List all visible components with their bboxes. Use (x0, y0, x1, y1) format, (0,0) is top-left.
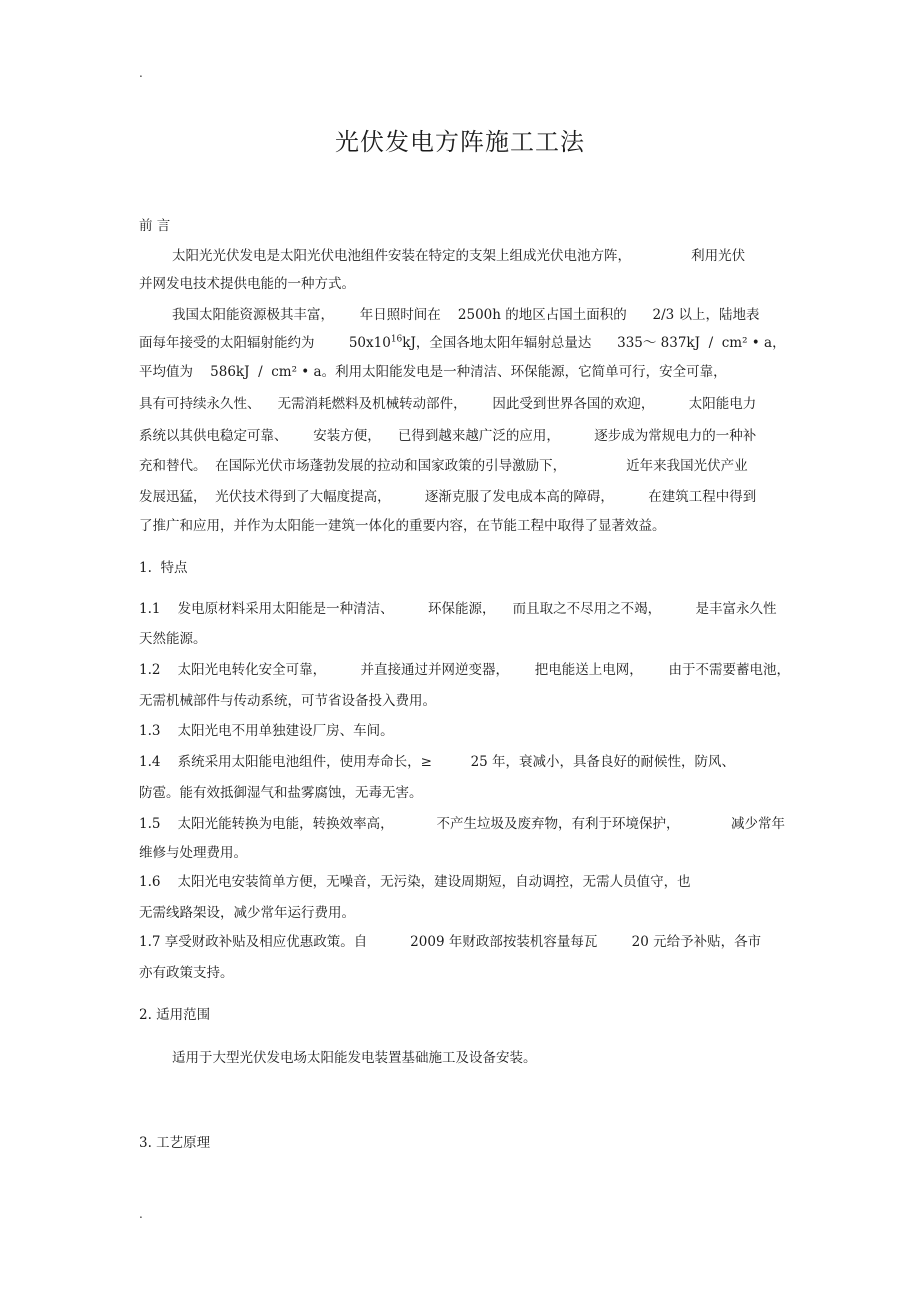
intro-paragraph-2-line-1: 我国太阳能资源极其丰富， 年日照时间在 2500h 的地区占国土面积的 2/3 以上，陆地表 (172, 307, 760, 323)
item-1-4-line-1: 1.4 系统采用太阳能电池组件，使用寿命长，≥ 25 年，衰减小，具备良好的耐候性，防风、 (139, 754, 736, 770)
section-3-heading: 3. 工艺原理 (139, 1135, 211, 1151)
section-2-heading: 2. 适用范围 (139, 1007, 211, 1023)
irradiation-range-text: kJ，全国各地太阳年辐射总量达 335～ 837kJ / cm² • a， (402, 335, 786, 351)
item-1-6-line-1: 1.6 太阳光电安装简单方便，无噪音，无污染，建设周期短，自动调控，无需人员值守，也 (139, 874, 691, 890)
irradiation-exponent: 16 (390, 334, 403, 345)
item-1-7-line-2: 亦有政策支持。 (139, 965, 234, 981)
intro-paragraph-2-line-8: 了推广和应用，并作为太阳能一建筑一体化的重要内容，在节能工程中取得了显著效益。 (139, 518, 666, 534)
item-1-7-line-1: 1.7 享受财政补贴及相应优惠政策。自 2009 年财政部按装机容量每瓦 20 元给予补贴，各市 (139, 934, 762, 950)
item-1-1-line-1: 1.1 发电原材料采用太阳能是一种清洁、 环保能源， 而且取之不尽用之不竭， 是丰富永久性 (139, 601, 777, 617)
section-2-body: 适用于大型光伏发电场太阳能发电装置基础施工及设备安装。 (172, 1050, 537, 1066)
top-page-mark: . (139, 66, 143, 80)
item-1-4-line-2: 防雹。能有效抵御湿气和盐雾腐蚀，无毒无害。 (139, 785, 423, 801)
item-1-5-line-2: 维修与处理费用。 (139, 845, 247, 861)
item-1-3-line-1: 1.3 太阳光电不用单独建设厂房、车间。 (139, 723, 394, 739)
intro-paragraph-2-line-7: 发展迅猛， 光伏技术得到了大幅度提高， 逐渐克服了发电成本高的障碍， 在建筑工程中得到 (139, 489, 757, 505)
document-title: 光伏发电方阵施工工法 (335, 128, 585, 156)
preface-heading: 前 言 (139, 218, 171, 234)
intro-paragraph-2-line-2 (139, 333, 786, 353)
section-1-heading: 1. 特点 (139, 560, 188, 576)
intro-paragraph-1-line-2: 并网发电技术提供电能的一种方式。 (139, 276, 355, 292)
intro-paragraph-2-line-6: 充和替代。 在国际光伏市场蓬勃发展的拉动和国家政策的引导激励下， 近年来我国光伏产业 (139, 458, 748, 474)
item-1-6-line-2: 无需线路架设，减少常年运行费用。 (139, 905, 355, 921)
item-1-5-line-1: 1.5 太阳光能转换为电能，转换效率高， 不产生垃圾及废弃物，有利于环境保护， 减少常年 (139, 816, 786, 832)
intro-paragraph-2-line-3: 平均值为 586kJ / cm² • a。利用太阳能发电是一种清洁、环保能源，它简单可行，安全可靠， (139, 364, 727, 380)
item-1-2-line-1: 1.2 太阳光电转化安全可靠， 并直接通过并网逆变器， 把电能送上电网， 由于不需要蓄电池， (139, 662, 790, 678)
irradiation-value-text: 面每年接受的太阳辐射能约为 50x10 (139, 335, 391, 351)
intro-paragraph-2-line-5: 系统以其供电稳定可靠、 安装方便， 已得到越来越广泛的应用， 逐步成为常规电力的一种补 (139, 428, 757, 444)
intro-paragraph-1-line-1: 太阳光光伏发电是太阳光伏电池组件安装在特定的支架上组成光伏电池方阵， 利用光伏 (172, 248, 746, 264)
intro-paragraph-2-line-4: 具有可持续永久性、 无需消耗燃料及机械转动部件， 因此受到世界各国的欢迎， 太阳能电力 (139, 396, 757, 412)
item-1-1-line-2: 天然能源。 (139, 631, 207, 647)
bottom-page-mark: . (139, 1207, 143, 1221)
item-1-2-line-2: 无需机械部件与传动系统，可节省设备投入费用。 (139, 693, 436, 709)
